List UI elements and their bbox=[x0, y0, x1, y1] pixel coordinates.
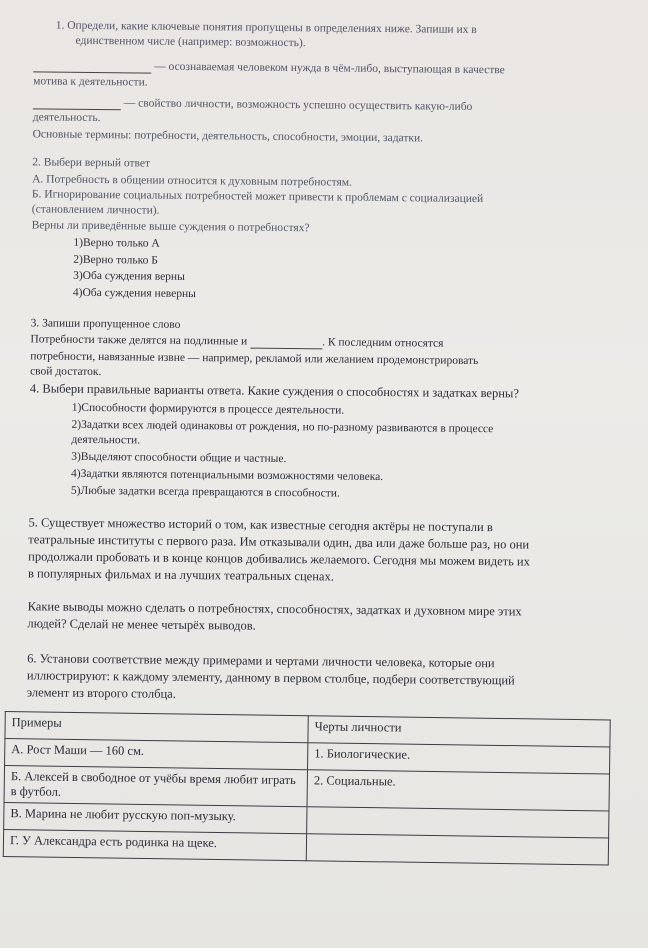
q2-question: Верны ли приведённые выше суждения о потребностях? bbox=[31, 219, 310, 235]
q1-definition-2-cont: деятельность. bbox=[32, 111, 101, 125]
table-cell-trait: 1. Биологические. bbox=[308, 743, 610, 774]
table-cell-example: В. Марина не любит русскую поп-музыку. bbox=[4, 803, 307, 834]
q1-terms: Основные термины: потребности, деятельность, способности, эмоции, задатки. bbox=[32, 128, 424, 145]
table-cell-trait: 2. Социальные. bbox=[307, 770, 609, 811]
q6-line-1: 6. Установи соответствие между примерами и чертами личности человека, которые они bbox=[27, 651, 495, 671]
table-cell-example: Б. Алексей в свободное от учёбы время любит играть в футбол. bbox=[4, 766, 307, 807]
q5-line-2: театральные институты с первого раза. Им отказывали один, два или даже больше раз, но они bbox=[28, 532, 530, 552]
q5-question-2: людей? Сделай не менее четырёх выводов. bbox=[27, 616, 256, 633]
q4-title: 4. Выбери правильные варианты ответа. Какие суждения о способностях и задатках верны? bbox=[29, 381, 519, 401]
table-cell-example: А. Рост Маши — 160 см. bbox=[5, 739, 308, 770]
q4-option-4: 4)Задатки являются потенциальными возможностями человека. bbox=[70, 467, 384, 484]
table-cell-trait bbox=[306, 834, 608, 865]
q2-statement-b-cont: (становлением личности). bbox=[31, 203, 160, 217]
table-header-traits: Черты личности bbox=[308, 716, 610, 747]
q5-question-1: Какие выводы можно сделать о потребностях, способностях, задатках и духовном мире этих bbox=[27, 599, 522, 619]
table-cell-example: Г. У Александра есть родинка на щеке. bbox=[3, 830, 306, 861]
q5-line-4: в популярных фильмах и на лучших театральных сценах. bbox=[27, 566, 334, 584]
q6-line-3: элемент из второго столбца. bbox=[26, 685, 176, 701]
q1-title: 1. Определи, какие ключевые понятия пропущены в определениях ниже. Запиши их в bbox=[55, 19, 477, 36]
q1-title-line2: единственном числе (например: возможность). bbox=[75, 34, 306, 50]
q3-title: 3. Запиши пропущенное слово bbox=[30, 317, 181, 331]
q4-option-2-cont: деятельности. bbox=[71, 433, 141, 447]
q6-line-2: иллюстрируют: к каждому элементу, данному в первом столбце, подбери соответствующий bbox=[26, 668, 515, 688]
q4-option-2: 2)Задатки всех людей одинаковы от рождения, но по-разному развиваются в процессе bbox=[71, 418, 494, 436]
q3-blank[interactable] bbox=[250, 348, 322, 350]
q4-option-5: 5)Любые задатки всегда превращаются в способности. bbox=[70, 484, 340, 500]
q1-definition-2: — свойство личности, возможность успешно осуществить какую-либо bbox=[33, 95, 473, 114]
q3-line-1: Потребности также делятся на подлинные и . К последним относятся bbox=[30, 333, 444, 350]
q2-statement-b: Б. Игнорирование социальных потребностей может привести к проблемам с социализацией bbox=[31, 188, 484, 206]
q2-option-2: 2)Верно только Б bbox=[73, 253, 158, 267]
table-header-examples: Примеры bbox=[5, 712, 308, 743]
table-cell-trait bbox=[307, 807, 609, 838]
q2-title: 2. Выбери верный ответ bbox=[32, 156, 151, 170]
matching-table bbox=[3, 711, 611, 865]
q2-option-1: 1)Верно только А bbox=[73, 236, 160, 250]
q2-option-4: 4)Оба суждения неверны bbox=[72, 286, 196, 301]
q3-line-3: свой достаток. bbox=[30, 365, 102, 379]
q2-option-3: 3)Оба суждения верны bbox=[73, 269, 185, 283]
q4-option-1: 1)Способности формируются в процессе деятельности. bbox=[71, 401, 345, 417]
q4-option-3: 3)Выделяют способности общие и частные. bbox=[71, 450, 287, 466]
q1-definition-1: — осознаваемая человеком нужда в чём-либо, выступающая в качестве bbox=[33, 58, 505, 77]
q1-definition-1-cont: мотива к деятельности. bbox=[33, 75, 148, 89]
q5-line-1: 5. Существует множество историй о том, как известные сегодня актёры не поступали в bbox=[28, 515, 493, 535]
q1-blank-1[interactable] bbox=[33, 71, 151, 73]
q2-statement-a: А. Потребность в общении относится к духовным потребностям. bbox=[32, 173, 352, 189]
q5-line-3: продолжали пробовать и в конце концов добивались желаемого. Сегодня мы можем видеть их bbox=[28, 549, 530, 569]
q3-line-2: потребности, навязанные извне — например, рекламой или желанием продемонстрировать bbox=[30, 350, 479, 368]
